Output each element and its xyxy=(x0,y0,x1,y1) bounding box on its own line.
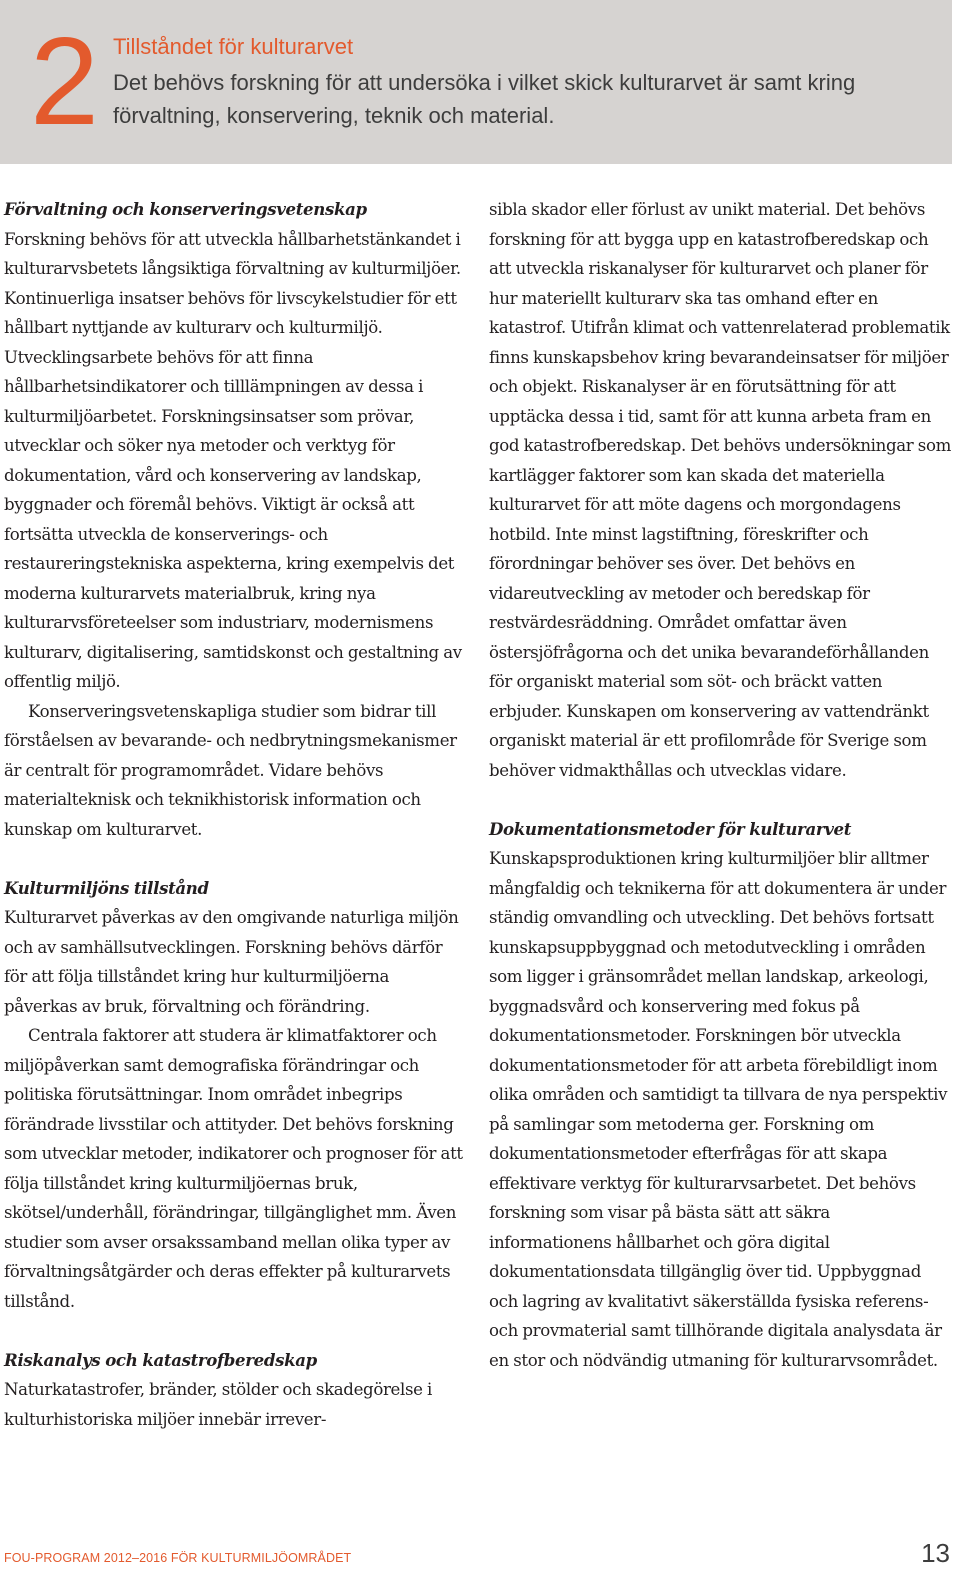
paragraph: Centrala faktorer att studera är klimatfaktorer och miljöpåverkan samt demografiska förändringar och politiska förutsättningar. Inom området inbegrips förändrade livsstilar och attityder. Det behövs forskning som utvecklar metoder, indikatorer och prognoser för att följa tillståndet kring kulturmiljöernas bruk, skötsel/underhåll, förändringar, tillgänglighet mm. Även studier som avser orsakssamband mellan olika typer av förvaltningsåtgärder och deras effekter på kulturarvets tillstånd. xyxy=(4,1026,463,1311)
paragraph: Kulturarvet påverkas av den omgivande naturliga miljön och av samhällsutvecklingen. Forskning behövs därför för att följa tillståndet kring hur kulturmiljöerna påverkas av bruk, förvaltning och förändring. xyxy=(4,908,459,1016)
footer-program-title: FOU-PROGRAM 2012–2016 FÖR KULTURMILJÖOMRÅDET xyxy=(4,1551,352,1565)
chapter-number: 2 xyxy=(30,13,99,151)
paragraph: Konserveringsvetenskapliga studier som bidrar till förståelsen av bevarande- och nedbrytningsmekanismer är centralt för programområdet. Vidare behövs materialteknisk och teknikhistorisk information och kunskap om kulturarvet. xyxy=(4,701,457,839)
chapter-title: Tillståndet för kulturarvet xyxy=(113,34,354,59)
chapter-header xyxy=(0,0,952,164)
section-heading-kulturmiljons-tillstand: Kulturmiljöns tillstånd xyxy=(4,877,209,898)
right-column xyxy=(489,195,951,1375)
paragraph: Naturkatastrofer, bränder, stölder och skadegörelse i kulturhistoriska miljöer innebär irrever- xyxy=(4,1380,432,1429)
paragraph: sibla skador eller förlust av unikt material. Det behövs forskning för att bygga upp en katastrofberedskap och att utveckla riskanalyser för kulturarvet och planer för hur materiellt kulturarv ska tas omhand efter en katastrof. Utifrån klimat och vattenrelaterad problematik finns kunskapsbehov kring bevarandeinsatser för miljöer och objekt. Riskanalyser är en förutsättning för att upptäcka dessa i tid, samt för att kunna arbeta fram en god katastrofberedskap. Det behövs undersökningar som kartlägger faktorer som kan skada det materiella kulturarvet för att möte dagens och morgondagens hotbild. Inte minst lagstiftning, föreskrifter och förordningar behöver ses över. Det behövs en vidareutveckling av metoder och beredskap för restvärdesräddning. Området omfattar även östersjöfrågorna och det unika bevarandeförhållanden för organiskt material som söt- och bräckt vatten erbjuder. Kunskapen om konservering av vattendränkt organiskt material är ett profilområde för Sverige som behöver vidmakthållas och utvecklas vidare. xyxy=(489,200,951,780)
section-heading-forvaltning: Förvaltning och konserveringsvetenskap xyxy=(4,199,367,219)
section-heading-dokumentationsmetoder: Dokumentationsmetoder för kulturarvet xyxy=(489,818,852,839)
paragraph: Forskning behövs för att utveckla hållbarhetstänkandet i kulturarvsbetets långsiktiga förvaltning av kulturmiljöer. Kontinuerliga insatser behövs för livscykelstudier för ett hållbart nyttjande av kulturarv och kulturmiljö. Utvecklingsarbete behövs för att finna hållbarhetsindikatorer och tilllämpningen av dessa i kulturmiljöarbetet. Forskningsinsatser som prövar, utvecklar och söker nya metoder och verktyg för dokumentation, vård och konservering av landskap, byggnader och föremål behövs. Viktigt är också att fortsätta utveckla de konserverings- och restaureringstekniska aspekterna, kring exempelvis det moderna kulturarvets materialbruk, kring nya kulturarvsföreteelser som industriarv, modernismens kulturarv, digitalisering, samtidskonst och gestaltning av offentlig miljö. xyxy=(4,229,462,691)
chapter-subtitle: Det behövs forskning för att undersöka i vilket skick kulturarvet är samt kring förvaltning, konservering, teknik och material. xyxy=(113,70,856,128)
left-column xyxy=(4,195,466,1434)
section-heading-riskanalys: Riskanalys och katastrofberedskap xyxy=(4,1349,317,1370)
paragraph: Kunskapsproduktionen kring kulturmiljöer blir alltmer mångfaldig och teknikerna för att dokumentera är under ständig omvandling och utveckling. Det behövs fortsatt kunskapsuppbyggnad och metodutveckling i områden som ligger i gränsområdet mellan landskap, arkeologi, byggnadsvård och konservering med fokus på dokumentationsmetoder. Forskningen bör utveckla dokumentationsmetoder för att arbeta förebildligt inom olika områden och samtidigt ta tillvara de nya perspektiv på samlingar som metoderna ger. Forskning om dokumentationsmetoder efterfrågas för att skapa effektivare verktyg för kulturarvsarbetet. Det behövs forskning som visar på bästa sätt att säkra informationens hållbarhet och göra digital dokumentationsdata tillgänglig över tid. Uppbyggnad och lagring av kvalitativt säkerställda fysiska referens- och provmaterial samt tillhörande digitala analysdata är en stor och nödvändig utmaning för kulturarvsområdet. xyxy=(489,849,948,1370)
page-number: 13 xyxy=(921,1538,950,1568)
